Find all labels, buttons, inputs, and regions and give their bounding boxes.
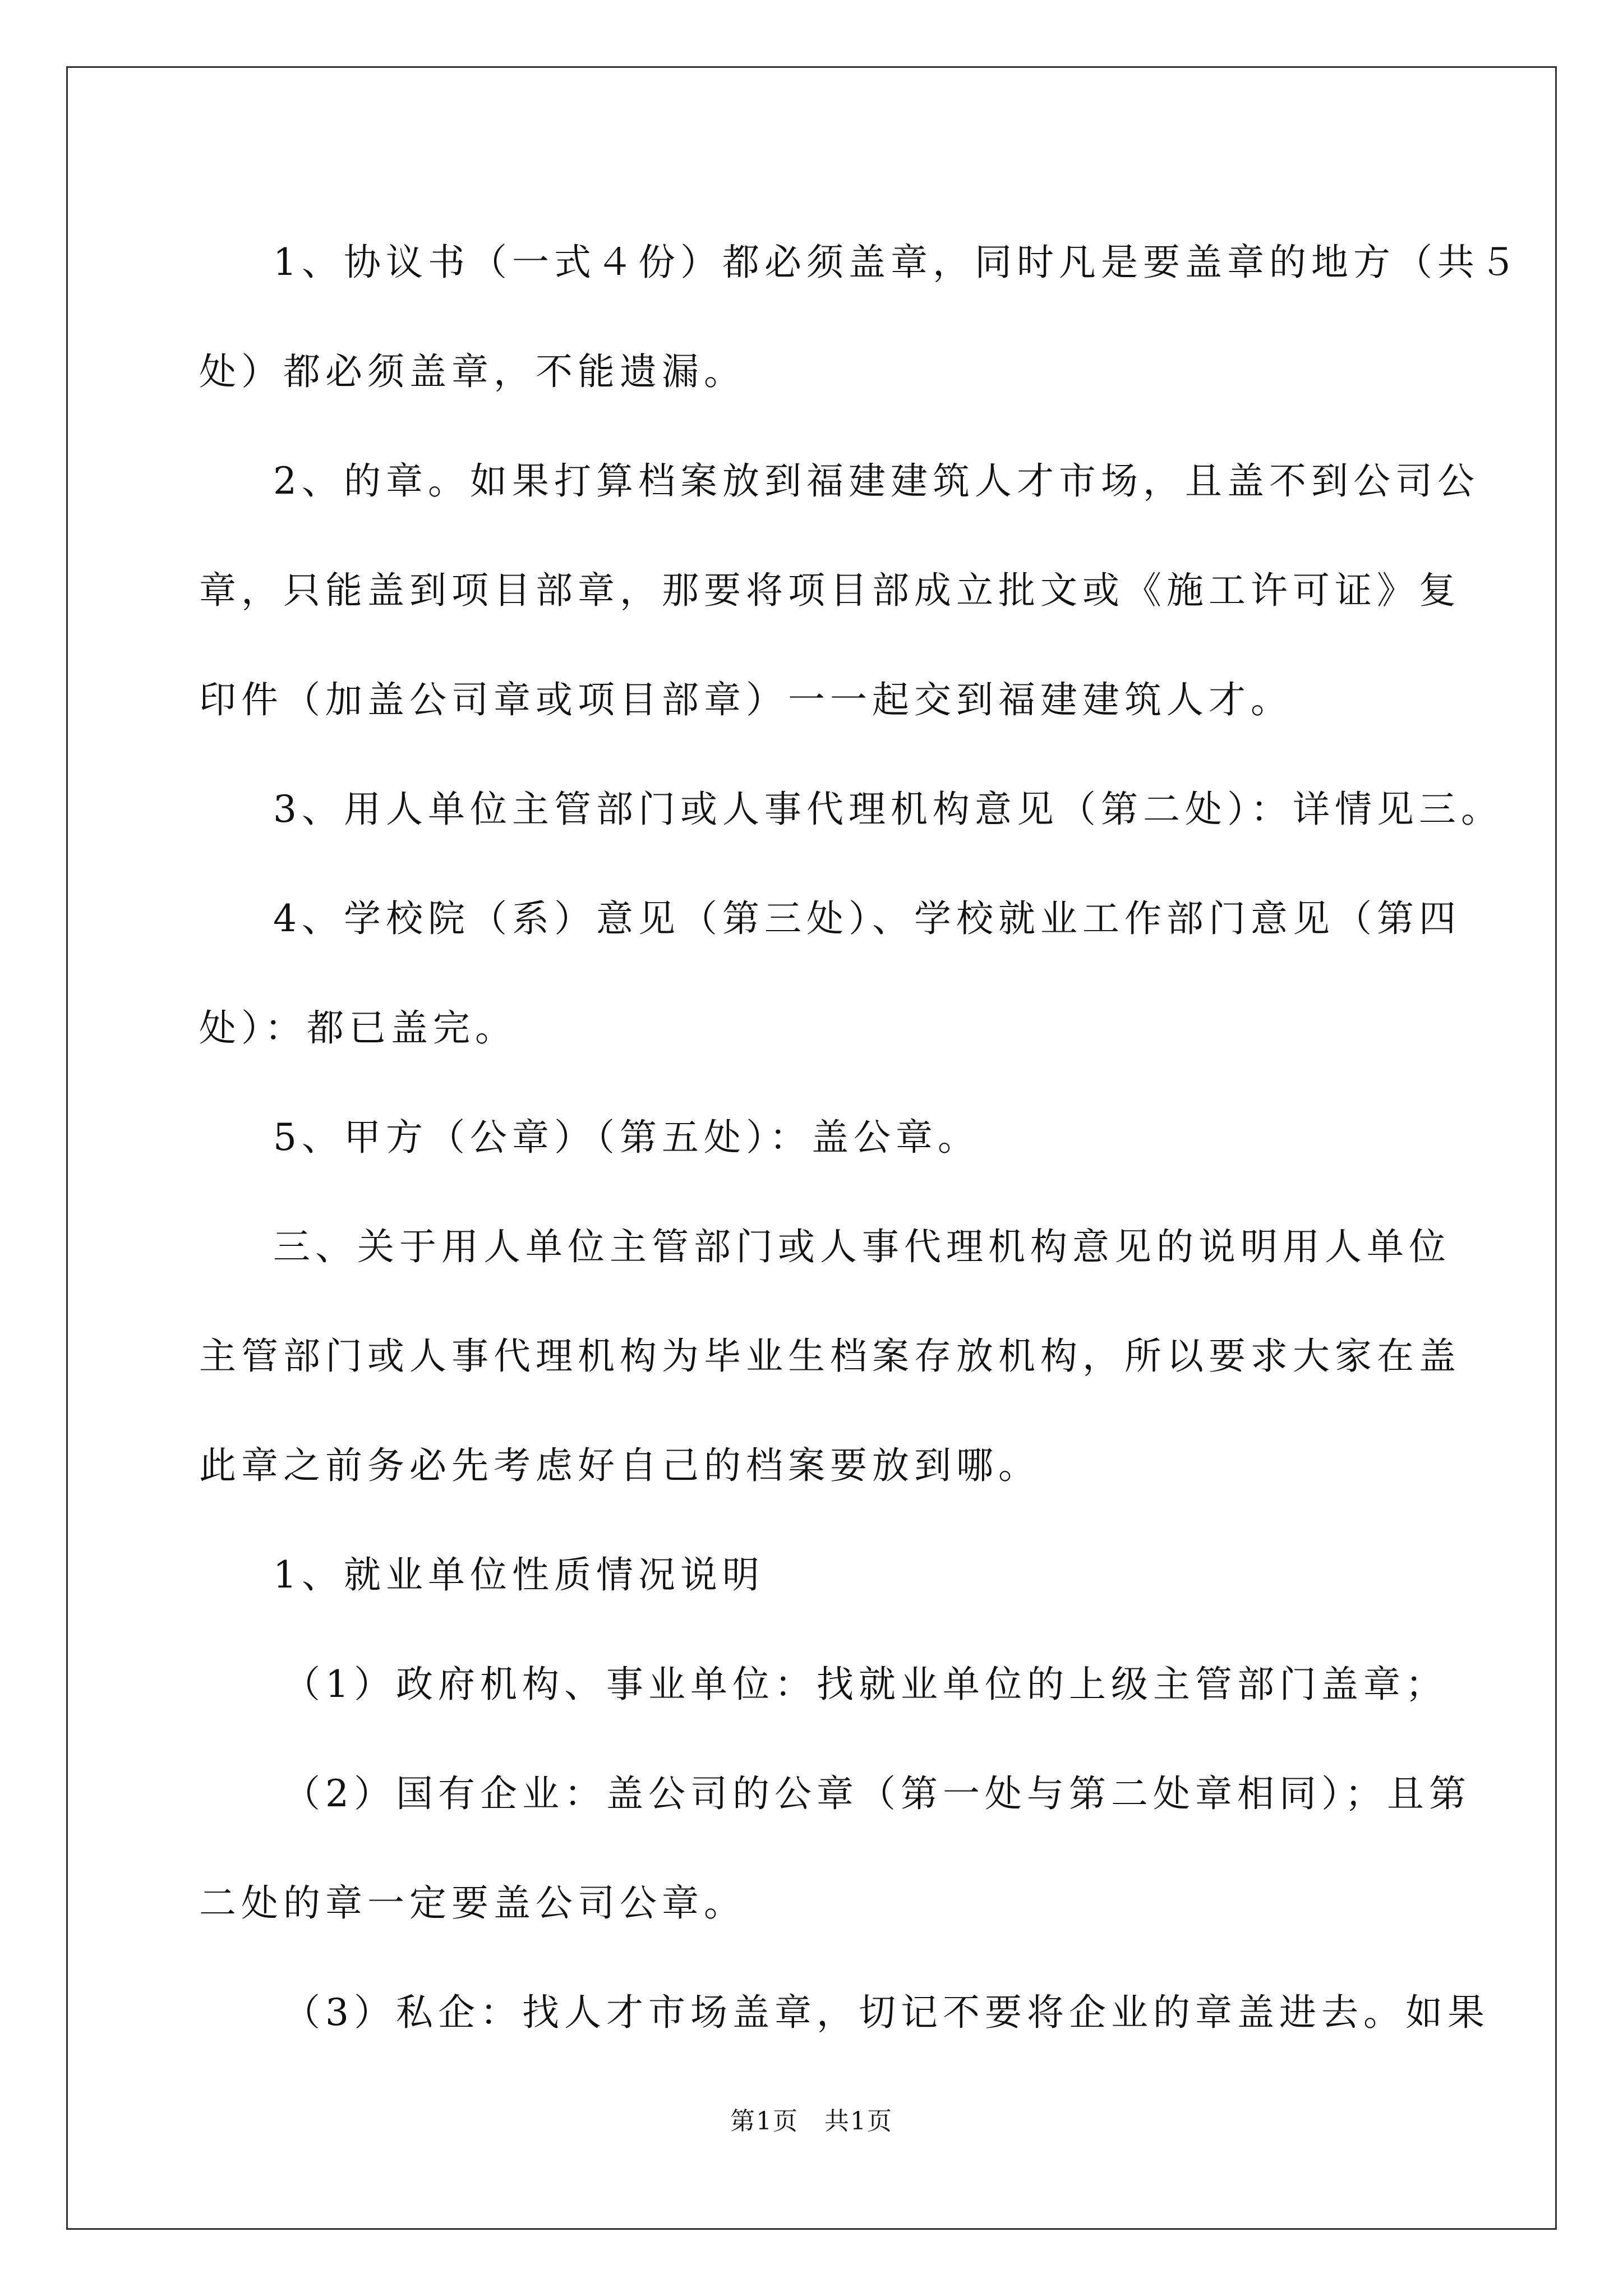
text-line: 三、关于用人单位主管部门或人事代理机构意见的说明用人单位 [273, 1225, 1451, 1268]
paragraph-10 [199, 1958, 1490, 2067]
text-line: 处）：都已盖完。 [199, 1006, 517, 1050]
text-line: 1、协议书（一式４份）都必须盖章，同时凡是要盖章的地方（共５ [273, 241, 1521, 284]
text-line: 处）都必须盖章，不能遗漏。 [199, 350, 746, 393]
paragraph-4 [199, 864, 1461, 1083]
text-line: （1）政府机构、事业单位：找就业单位的上级主管部门盖章； [283, 1663, 1447, 1706]
text-line: 1、就业单位性质情况说明 [273, 1553, 764, 1596]
paragraph-5 [199, 1083, 1433, 1192]
text-line: （3）私企：找人才市场盖章，切记不要将企业的章盖进去。如果 [283, 1991, 1490, 2034]
text-line: （2）国有企业：盖公司的公章（第一处与第二处章相同）；且第 [283, 1772, 1471, 1815]
text-line: 印件（加盖公司章或项目部章）一一起交到福建建筑人才。 [199, 678, 1293, 721]
paragraph-8 [199, 1630, 1447, 1739]
text-line: 章，只能盖到项目部章，那要将项目部成立批文或《施工许可证》复 [199, 569, 1461, 612]
text-line: 5、甲方（公章）（第五处）：盖公章。 [273, 1116, 980, 1159]
text-line: 主管部门或人事代理机构为毕业生档案存放机构，所以要求大家在盖 [199, 1335, 1461, 1378]
text-line: 4、学校院（系）意见（第三处）、学校就业工作部门意见（第四 [273, 897, 1461, 940]
page-footer: 第1页 共1页 [730, 2107, 893, 2136]
paragraph-7 [199, 1520, 1433, 1630]
paragraph-2 [199, 426, 1479, 754]
paragraph-3 [199, 754, 1503, 864]
text-line: 此章之前务必先考虑好自己的档案要放到哪。 [199, 1444, 1040, 1487]
text-line: 3、用人单位主管部门或人事代理机构意见（第二处）：详情见三。 [273, 788, 1503, 831]
paragraph-1 [199, 208, 1521, 426]
document-body [199, 208, 1521, 2067]
paragraph-9 [199, 1739, 1471, 1958]
text-line: 二处的章一定要盖公司公章。 [199, 1881, 746, 1925]
text-line: 2、的章。如果打算档案放到福建建筑人才市场，且盖不到公司公 [273, 459, 1479, 503]
paragraph-6 [199, 1192, 1461, 1520]
